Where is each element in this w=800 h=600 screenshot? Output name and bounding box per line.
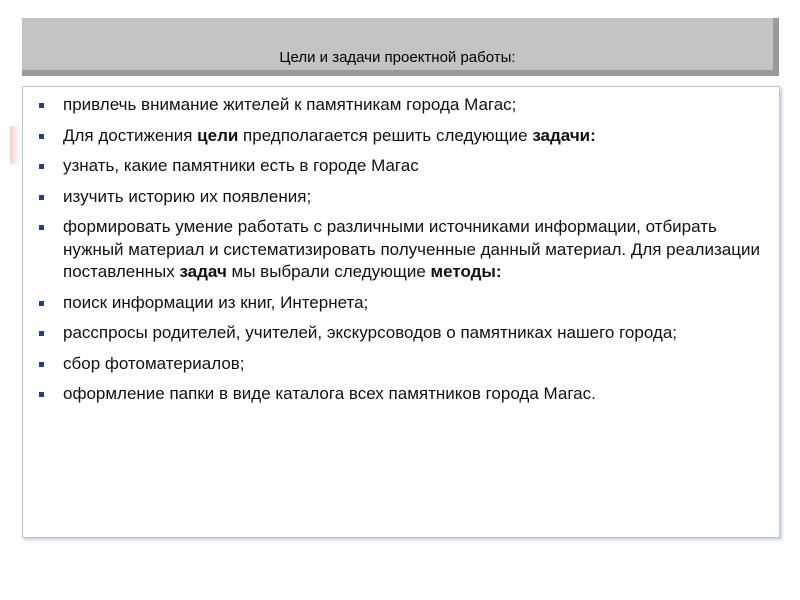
bullet-text: узнать, какие памятники есть в городе Магас <box>63 156 419 175</box>
content-box <box>22 86 780 538</box>
bullet-text: Для достижения <box>63 125 198 145</box>
bullet-square-icon <box>39 392 44 397</box>
list-item <box>35 186 773 209</box>
bullet-text: изучить историю их появления; <box>63 186 312 206</box>
decorative-accent <box>10 126 20 164</box>
bullet-square-icon <box>39 103 44 108</box>
slide-title: Цели и задачи проектной работы: <box>279 49 516 66</box>
list-item <box>35 322 773 345</box>
bullet-square-icon <box>39 195 44 200</box>
list-item <box>35 353 773 376</box>
bullet-square-icon <box>39 225 44 230</box>
bullet-square-icon <box>39 331 44 336</box>
list-item <box>35 383 773 406</box>
bullet-square-icon <box>39 134 44 139</box>
title-bar <box>22 18 779 76</box>
bullet-square-icon <box>39 164 44 169</box>
bullet-square-icon <box>39 362 44 367</box>
bullet-text: формировать умение работать с различными источниками информации, отбирать нужный материал и систематизировать полученные данный материал. Для реализации поставленных <box>63 217 760 281</box>
bullet-text: привлечь внимание жителей к памятникам города Магас; <box>63 95 517 114</box>
bullet-text: мы выбрали следующие <box>226 262 431 281</box>
bullet-emphasis: задачи: <box>532 125 596 145</box>
bullet-text: сбор фотоматериалов; <box>63 353 245 373</box>
list-item <box>35 125 773 148</box>
list-item <box>35 292 773 315</box>
bullet-text: оформление папки в виде каталога всех памятников города Магас. <box>63 384 596 403</box>
list-item <box>35 216 773 284</box>
bullet-emphasis: цели <box>197 125 239 145</box>
bullet-text: предполагается решить следующие <box>238 125 533 145</box>
list-item <box>35 155 773 178</box>
bullet-list <box>35 94 773 414</box>
bullet-emphasis: методы: <box>430 262 502 281</box>
bullet-text: поиск информации из книг, Интернета; <box>63 292 369 312</box>
bullet-square-icon <box>39 301 44 306</box>
bullet-text: расспросы родителей, учителей, экскурсоводов о памятниках нашего города; <box>63 323 678 342</box>
list-item <box>35 94 773 117</box>
bullet-emphasis: задач <box>179 262 227 281</box>
